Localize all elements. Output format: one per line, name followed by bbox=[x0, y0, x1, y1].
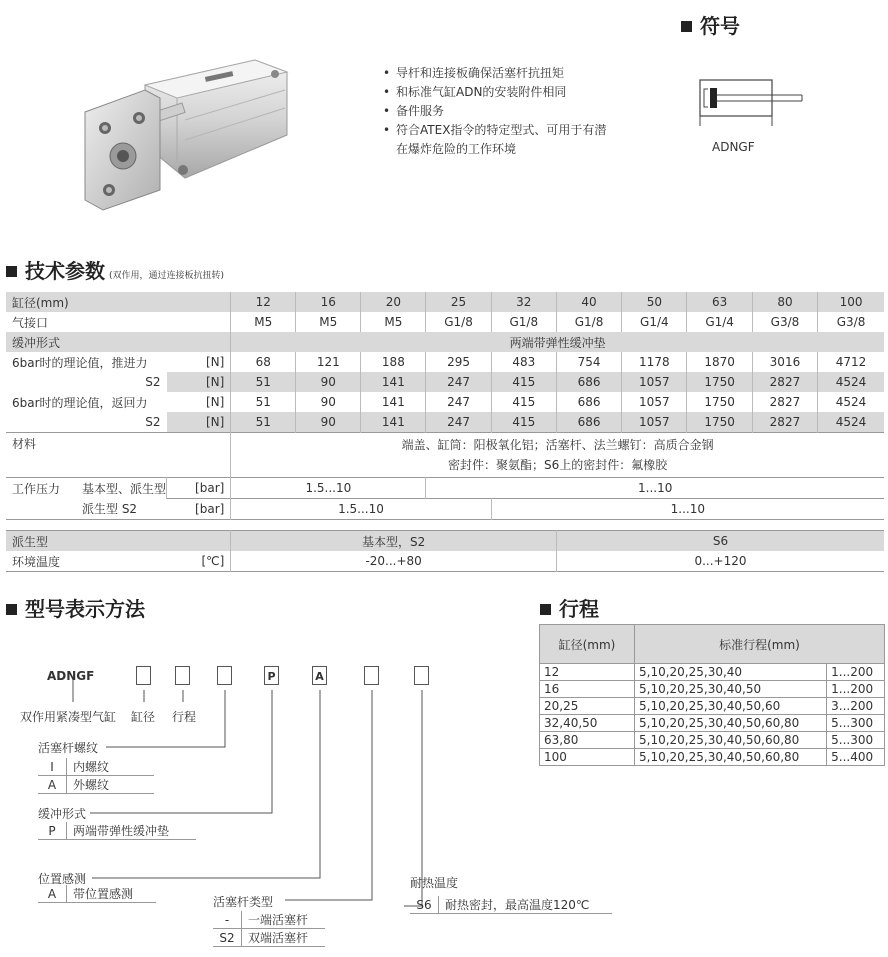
code-box-rodtype bbox=[364, 666, 379, 685]
cushion-table: P 两端带弹性缓冲垫 bbox=[38, 822, 196, 840]
model-code: ADNGF bbox=[47, 669, 95, 683]
heat-table: S6 耐热密封，最高温度120℃ bbox=[410, 896, 612, 914]
material-line: 端盖、缸筒：阳极氧化铝；活塞杆、法兰螺钉：高质合金钢 bbox=[401, 438, 714, 452]
stroke-heading: 行程 bbox=[540, 593, 599, 622]
rod-thread-title: 活塞杆螺纹 bbox=[38, 741, 99, 755]
rod-type-title: 活塞杆类型 bbox=[213, 895, 274, 909]
bore-cell: 32 bbox=[491, 292, 556, 312]
cylinder-symbol bbox=[690, 76, 810, 128]
material-line: 密封件：聚氨酯；S6上的密封件：氟橡胶 bbox=[448, 458, 668, 472]
heat-title: 耐热温度 bbox=[410, 876, 459, 890]
bore-cell: 16 bbox=[296, 292, 361, 312]
stroke-table bbox=[539, 624, 885, 766]
desc-type: 双作用紧凑型气缸 bbox=[20, 710, 117, 724]
bore-cell: 20 bbox=[361, 292, 426, 312]
stroke-row: 32,40,50 5,10,20,25,30,40,50,60,80 5...300 bbox=[540, 715, 885, 732]
sensing-title: 位置感测 bbox=[38, 872, 87, 886]
feature-list bbox=[382, 64, 611, 159]
feature-item: • 和标准气缸ADN的安装附件相同 bbox=[396, 83, 611, 102]
port-row: 气接口 M5 M5 M5 G1/8 G1/8 G1/8 G1/4 G1/4 G3/8 G3/8 bbox=[6, 312, 884, 332]
variant-row: 派生型 基本型，S2 S6 bbox=[6, 531, 884, 552]
bore-cell: 63 bbox=[687, 292, 752, 312]
code-box-stroke bbox=[175, 666, 190, 685]
tech-heading: 技术参数 (双作用，通过连接板抗扭转) bbox=[6, 255, 224, 284]
stroke-header-row: 缸径(mm) 标准行程(mm) bbox=[540, 625, 885, 664]
bore-cell: 100 bbox=[818, 292, 884, 312]
temp-row: 环境温度 [℃] -20...+80 0...+120 bbox=[6, 551, 884, 572]
stroke-row: 20,25 5,10,20,25,30,40,50,60 3...200 bbox=[540, 698, 885, 715]
pull-s2-row: S2 [N] 51 90 141 247 415 686 1057 1750 2827 4524 bbox=[6, 412, 884, 433]
spec-table bbox=[6, 292, 884, 572]
code-box-sensing: A bbox=[312, 666, 327, 685]
bore-cell: 40 bbox=[556, 292, 621, 312]
material-row: 材料 端盖、缸筒：阳极氧化铝；活塞杆、法兰螺钉：高质合金钢 密封件：聚氨酯；S6上的密封件：氟橡胶 bbox=[6, 433, 884, 478]
sensing-table: A 带位置感测 bbox=[38, 885, 156, 903]
bore-cell: 50 bbox=[622, 292, 687, 312]
code-box-heat bbox=[414, 666, 429, 685]
pull-row: 6bar时的理论值，返回力 [N] 51 90 141 247 415 686 1057 1750 2827 4524 bbox=[6, 392, 884, 412]
order-heading: 型号表示方法 bbox=[6, 593, 145, 622]
cushion-row: 缓冲形式 两端带弹性缓冲垫 bbox=[6, 332, 884, 352]
push-s2-row: S2 [N] 51 90 141 247 415 686 1057 1750 2827 4524 bbox=[6, 372, 884, 392]
bore-cell: 25 bbox=[426, 292, 491, 312]
stroke-row: 12 5,10,20,25,30,40 1...200 bbox=[540, 664, 885, 681]
stroke-row: 100 5,10,20,25,30,40,50,60,80 5...400 bbox=[540, 749, 885, 766]
stroke-row: 16 5,10,20,25,30,40,50 1...200 bbox=[540, 681, 885, 698]
rod-thread-table: I 内螺纹 A 外螺纹 bbox=[38, 758, 154, 794]
pressure-row: 工作压力 基本型、派生型 [bar] 1.5...10 1...10 bbox=[6, 478, 884, 499]
desc-stroke: 行程 bbox=[172, 710, 197, 724]
feature-item: • 导杆和连接板确保活塞杆抗扭矩 bbox=[396, 64, 611, 83]
product-photo bbox=[75, 50, 300, 215]
bore-cell: 12 bbox=[231, 292, 296, 312]
code-box-cushion: P bbox=[264, 666, 279, 685]
symbol-heading: 符号 bbox=[681, 10, 740, 39]
code-box-thread bbox=[217, 666, 232, 685]
cushion-title: 缓冲形式 bbox=[38, 807, 87, 821]
stroke-row: 63,80 5,10,20,25,30,40,50,60,80 5...300 bbox=[540, 732, 885, 749]
bore-cell: 80 bbox=[752, 292, 817, 312]
feature-item: • 备件服务 bbox=[396, 102, 611, 121]
push-row: 6bar时的理论值，推进力 [N] 68 121 188 295 483 754 1178 1870 3016 4712 bbox=[6, 352, 884, 372]
pressure-s2-row: 派生型 S2 [bar] 1.5...10 1...10 bbox=[6, 499, 884, 520]
symbol-label: ADNGF bbox=[712, 140, 755, 154]
feature-item: • 符合ATEX指令的特定型式、可用于有潜在爆炸危险的工作环境 bbox=[396, 121, 611, 159]
bore-row: 缸径(mm) 12 16 20 25 32 40 50 63 80 100 bbox=[6, 292, 884, 312]
code-box-bore bbox=[136, 666, 151, 685]
rod-type-table: - 一端活塞杆 S2 双端活塞杆 bbox=[213, 911, 325, 947]
desc-bore: 缸径 bbox=[131, 710, 156, 724]
